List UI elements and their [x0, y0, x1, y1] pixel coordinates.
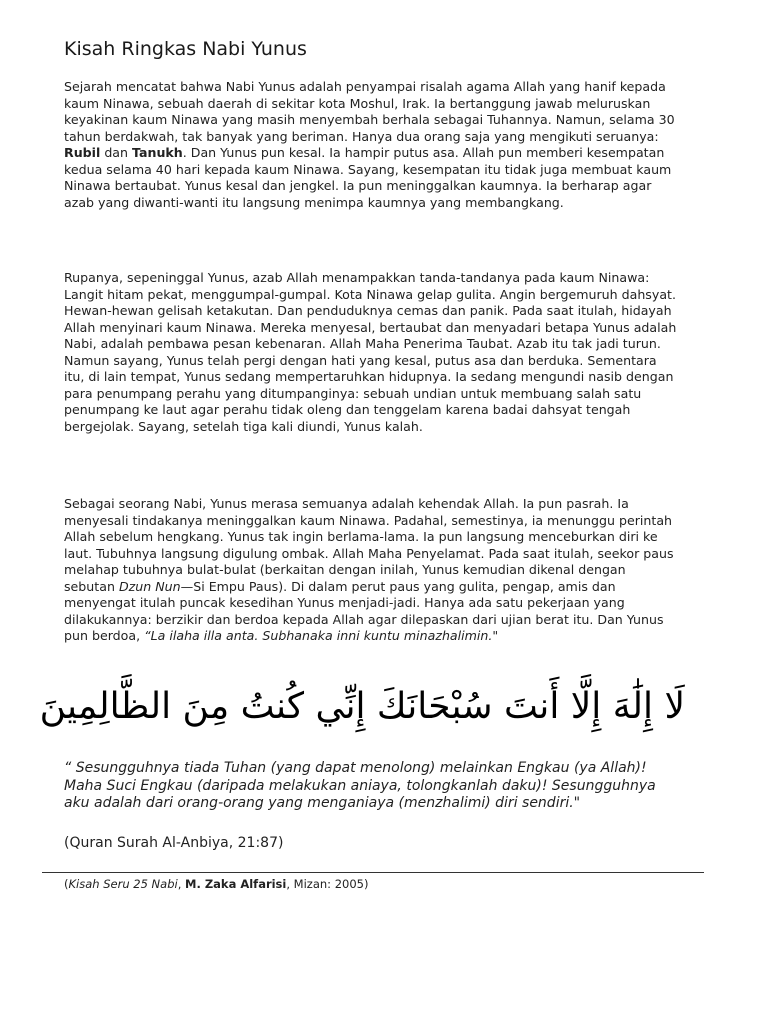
citation-rest: , Mizan: 2005 [286, 877, 364, 891]
name-tanukh: Tanukh [132, 145, 183, 160]
name-rubil: Rubil [64, 145, 101, 160]
citation [64, 877, 368, 891]
citation-book: Kisah Seru 25 Nabi [68, 877, 178, 891]
term-dzun-nun: Dzun Nun [118, 578, 181, 594]
paragraph-1-text-a: Sejarah mencatat bahwa Nabi Yunus adalah penyampai risalah agama Allah yang hanif kepada kaum Ninawa, sebuah daerah di sekitar kota Moshul, Irak. Ia bertanggung jawab meluruskan keyakinan kaum Ninawa yang masih menyembah berhala sebagai Tuhannya. Namun, selama 30 tahun berdakwah, tak banyak yang beriman. Hanya dua orang saja yang mengikuti seruanya: [64, 79, 675, 144]
citation-open: ( [64, 877, 69, 891]
arabic-prayer: لَا إِلَٰهَ إِلَّا أَنتَ سُبْحَانَكَ إِنِّي كُنتُ مِنَ الظَّالِمِينَ [39, 686, 685, 727]
paragraph-1-connector: dan [100, 145, 133, 160]
citation-sep: , [177, 877, 186, 891]
paragraph-3-text-b: —Si Empu Paus). Di dalam perut paus yang gulita, pengap, amis dan menyengat itulah puncak kesedihan Yunus menjadi-jadi. Hanya ada satu pekerjaan yang dilakukannya: berzikir dan berdoa kepada Allah agar dilepaskan dari ujian berat itu. Dan Yunus pun berdoa, [64, 578, 664, 643]
prayer-transliteration: “La ilaha illa anta. Subhanaka inni kuntu minazhalimin." [144, 628, 499, 643]
quran-source: (Quran Surah Al-Anbiya, 21:87) [64, 835, 284, 851]
paragraph-2: Rupanya, sepeninggal Yunus, azab Allah menampakkan tanda-tandanya pada kaum Ninawa: Langit hitam pekat, menggumpal-gumpal. Kota Ninawa gelap gulita. Angin bergemuruh dahsyat. Hewan-hewan gelisah ketakutan. Dan penduduknya cemas dan panik. Pada saat itulah, hidayah Allah menyinari kaum Ninawa. Mereka menyesal, bertaubat dan menyadari betapa Yunus adalah Nabi, adalah pembawa pesan kebenaran. Allah Maha Penerima Taubat. Azab itu tak jadi turun. Namun sayang, Yunus telah pergi dengan hati yang kesal, putus asa dan berduka. Sementara itu, di lain tempat, Yunus sedang mempertaruhkan hidupnya. Ia sedang mengundi nasib dengan para penumpang perahu yang ditumpanginya: sebuah undian untuk membuang salah satu penumpang ke laut agar perahu tidak oleng dan tenggelam karena badai dahsyat tengah bergejolak. Sayang, setelah tiga kali diundi, Yunus kalah. [64, 270, 677, 434]
citation-close: ) [363, 877, 369, 891]
footer-divider [42, 872, 704, 873]
citation-author: M. Zaka Alfarisi [185, 877, 287, 891]
paragraph-1-text-b: . Dan Yunus pun kesal. Ia hampir putus asa. Allah pun memberi kesempatan kedua selama 40 hari kepada kaum Ninawa. Sayang, kesempatan itu tidak juga membuat kaum Ninawa bertaubat. Yunus kesal dan jengkel. Ia pun meninggalkan kaumnya. Ia berharap agar azab yang diwanti-wanti itu langsung menimpa kaumnya yang membangkang. [64, 145, 672, 210]
page-title: Kisah Ringkas Nabi Yunus [64, 38, 307, 60]
prayer-translation: “ Sesungguhnya tiada Tuhan (yang dapat menolong) melainkan Engkau (ya Allah)! Maha Suci Engkau (daripada melakukan aniaya, tolongkanlah daku)! Sesungguhnya aku adalah dari orang-orang yang menganiaya (menzhalimi) diri sendiri." [64, 760, 656, 811]
paragraph-1 [64, 79, 679, 211]
paragraph-3-text-a: Sebagai seorang Nabi, Yunus merasa semuanya adalah kehendak Allah. Ia pun pasrah. Ia menyesali tindakanya meninggalkan kaum Ninawa. Padahal, semestinya, ia menunggu perintah Allah sebelum hengkang. Yunus tak ingin berlama-lama. Ia pun langsung menceburkan diri ke laut. Tubuhnya langsung digulung ombak. Allah Maha Penyelamat. Pada saat itulah, seekor paus melahap tubuhnya bulat-bulat (berkaitan dengan inilah, Yunus kemudian dikenal dengan sebutan [64, 496, 674, 594]
paragraph-3 [64, 496, 679, 645]
